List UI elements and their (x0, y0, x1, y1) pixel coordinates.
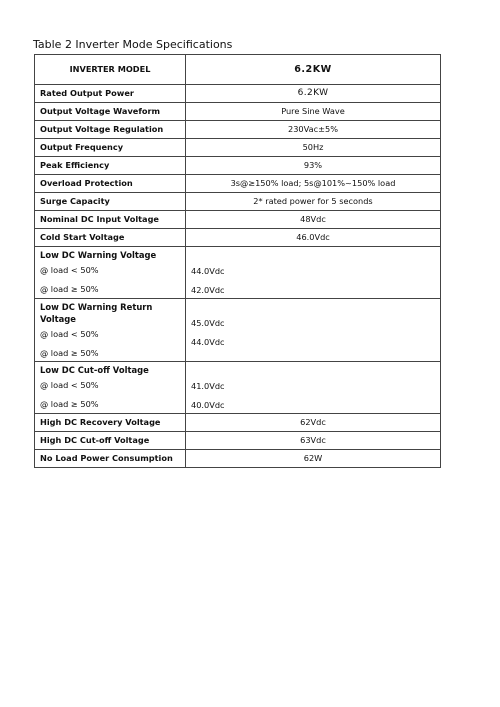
group-label-cell (35, 247, 186, 299)
group-value-cell (186, 362, 441, 414)
row-value: 62W (186, 450, 441, 468)
table-row (35, 211, 441, 229)
model-header-value: 6.2KW (186, 55, 441, 85)
row-label: Peak Efficiency (35, 157, 186, 175)
group-label: Low DC Warning Voltage (40, 250, 157, 260)
group-label-cell (35, 362, 186, 414)
group-sub-label: @ load ≥ 50% (40, 284, 99, 294)
row-value: 62Vdc (186, 414, 441, 432)
row-value: 63Vdc (186, 432, 441, 450)
row-label: Nominal DC Input Voltage (35, 211, 186, 229)
group-value: 41.0Vdc (191, 381, 225, 391)
table-header-row (35, 55, 441, 85)
table-row (35, 193, 441, 211)
table-group-row (35, 247, 441, 299)
row-value: 230Vac±5% (186, 121, 441, 139)
group-value: 44.0Vdc (191, 266, 225, 276)
group-sub-label: @ load < 50% (40, 329, 99, 339)
table-row (35, 157, 441, 175)
group-label: Low DC Warning Return Voltage (40, 302, 153, 324)
row-label: No Load Power Consumption (35, 450, 186, 468)
group-value-cell (186, 299, 441, 362)
table-group-row (35, 299, 441, 362)
row-label: Surge Capacity (35, 193, 186, 211)
table-row (35, 139, 441, 157)
table-row (35, 175, 441, 193)
table-group-row (35, 362, 441, 414)
row-label: Overload Protection (35, 175, 186, 193)
model-header-label: INVERTER MODEL (35, 55, 186, 85)
inverter-spec-table (34, 54, 441, 468)
row-value: 50Hz (186, 139, 441, 157)
row-label: Rated Output Power (35, 85, 186, 103)
table-row (35, 121, 441, 139)
table-row (35, 450, 441, 468)
group-sub-label: @ load ≥ 50% (40, 399, 99, 409)
row-value: 93% (186, 157, 441, 175)
table-caption: Table 2 Inverter Mode Specifications (33, 38, 233, 51)
row-value: 48Vdc (186, 211, 441, 229)
group-sub-label: @ load ≥ 50% (40, 348, 99, 358)
row-value: Pure Sine Wave (186, 103, 441, 121)
row-label: Output Voltage Waveform (35, 103, 186, 121)
row-value: 2* rated power for 5 seconds (186, 193, 441, 211)
row-label: Output Frequency (35, 139, 186, 157)
row-value: 46.0Vdc (186, 229, 441, 247)
row-value: 6.2KW (186, 85, 441, 103)
group-value: 40.0Vdc (191, 400, 225, 410)
row-label: Cold Start Voltage (35, 229, 186, 247)
table-row (35, 414, 441, 432)
table-row (35, 229, 441, 247)
group-sub-label: @ load < 50% (40, 265, 99, 275)
table-row (35, 103, 441, 121)
row-value: 3s@≥150% load; 5s@101%~150% load (186, 175, 441, 193)
row-label: High DC Recovery Voltage (35, 414, 186, 432)
group-value: 42.0Vdc (191, 285, 225, 295)
table-row (35, 432, 441, 450)
group-value-cell (186, 247, 441, 299)
group-label-cell (35, 299, 186, 362)
table-row (35, 85, 441, 103)
row-label: High DC Cut-off Voltage (35, 432, 186, 450)
group-value: 44.0Vdc (191, 337, 225, 347)
group-sub-label: @ load < 50% (40, 380, 99, 390)
row-label: Output Voltage Regulation (35, 121, 186, 139)
group-label: Low DC Cut-off Voltage (40, 365, 149, 375)
group-value: 45.0Vdc (191, 318, 225, 328)
